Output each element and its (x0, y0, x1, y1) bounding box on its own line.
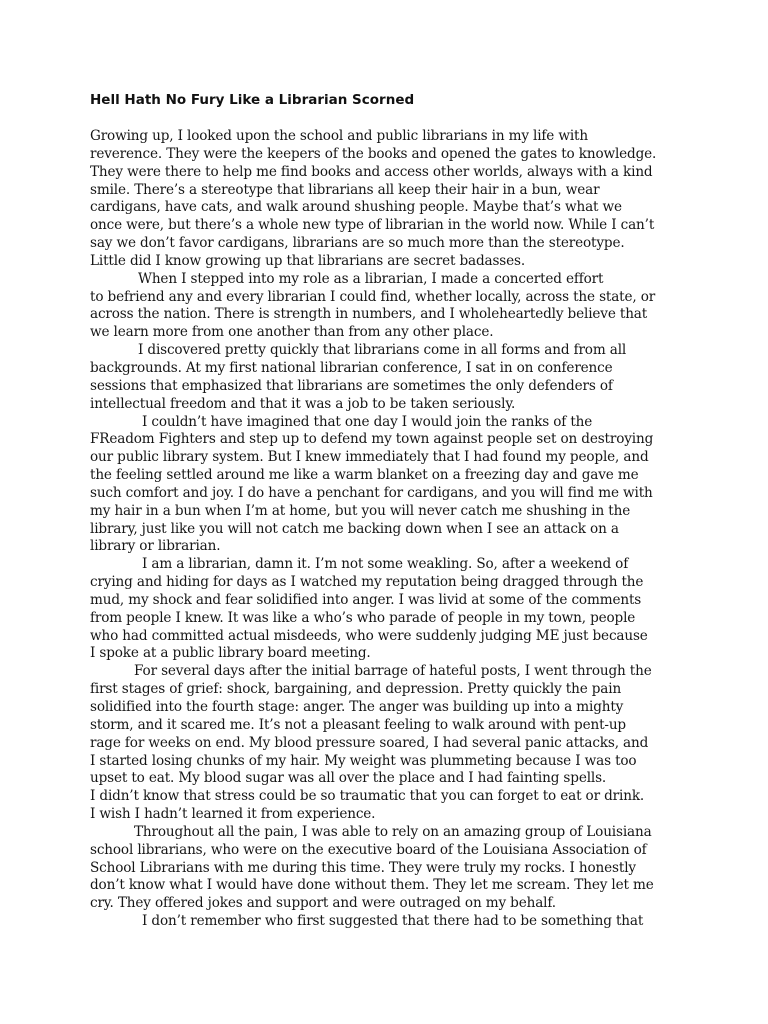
text-line: I didn’t know that stress could be so traumatic that you can forget to eat or drink. (90, 788, 645, 805)
text-line: first stages of grief: shock, bargaining, and depression. Pretty quickly the pain (90, 681, 622, 698)
text-line: library or librarian. (90, 538, 221, 555)
text-line: For several days after the initial barrage of hateful posts, I went through the (134, 663, 652, 680)
text-line: smile. There’s a stereotype that librarians all keep their hair in a bun, wear (90, 181, 600, 198)
text-line: I don’t remember who first suggested that there had to be something that (142, 913, 644, 930)
text-line: once were, but there’s a whole new type of librarian in the world now. While I can’t (90, 217, 655, 234)
text-line: school librarians, who were on the executive board of the Louisiana Association of (90, 841, 647, 858)
text-line: to befriend any and every librarian I could find, whether locally, across the state, or (90, 288, 656, 305)
text-line: such comfort and joy. I do have a penchant for cardigans, and you will find me with (90, 484, 653, 501)
text-line: from people I knew. It was like a who’s who parade of people in my town, people (90, 609, 636, 626)
text-line: library, just like you will not catch me backing down when I see an attack on a (90, 520, 619, 537)
text-line: my hair in a bun when I’m at home, but you will never catch me shushing in the (90, 502, 631, 519)
text-line: FReadom Fighters and step up to defend my town against people set on destroying (90, 431, 654, 448)
text-line: They were there to help me find books and access other worlds, always with a kind (90, 163, 653, 180)
text-line: upset to eat. My blood sugar was all over the place and I had fainting spells. (90, 770, 607, 787)
text-line: I spoke at a public library board meeting. (90, 645, 371, 662)
text-line: don’t know what I would have done without them. They let me scream. They let me (90, 877, 654, 894)
text-line: I couldn’t have imagined that one day I would join the ranks of the (142, 413, 593, 430)
text-line: When I stepped into my role as a librarian, I made a concerted effort (138, 270, 604, 287)
text-line: solidified into the fourth stage: anger. The anger was building up into a mighty (90, 699, 624, 715)
text-line: Throughout all the pain, I was able to rely on an amazing group of Louisiana (134, 823, 652, 840)
text-line: our public library system. But I knew immediately that I had found my people, and (90, 449, 649, 466)
text-line: cry. They offered jokes and support and were outraged on my behalf. (90, 895, 556, 912)
text-line: mud, my shock and fear solidified into anger. I was livid at some of the comments (90, 591, 642, 608)
text-line: storm, and it scared me. It’s not a pleasant feeling to walk around with pent-up (90, 716, 626, 733)
text-line: I wish I hadn’t learned it from experience. (90, 806, 376, 823)
text-line: we learn more from one another than from any other place. (90, 324, 494, 341)
text-line: the feeling settled around me like a warm blanket on a freezing day and gave me (90, 467, 639, 484)
text-line: backgrounds. At my first national librarian conference, I sat in on conference (90, 359, 613, 376)
text-line: I started losing chunks of my hair. My weight was plummeting because I was too (90, 752, 637, 769)
text-line: intellectual freedom and that it was a job to be taken seriously. (90, 395, 516, 412)
text-line: rage for weeks on end. My blood pressure soared, I had several panic attacks, and (90, 734, 649, 751)
document-title: Hell Hath No Fury Like a Librarian Scorned (90, 92, 415, 108)
text-line: crying and hiding for days as I watched my reputation being dragged through the (90, 574, 644, 591)
text-line: cardigans, have cats, and walk around shushing people. Maybe that’s what we (90, 199, 622, 216)
text-line: say we don’t favor cardigans, librarians are so much more than the stereotype. (90, 235, 625, 252)
text-line: I discovered pretty quickly that librarians come in all forms and from all (138, 342, 627, 359)
document-body (90, 128, 690, 931)
text-line: School Librarians with me during this time. They were truly my rocks. I honestly (90, 859, 636, 876)
text-line: across the nation. There is strength in numbers, and I wholeheartedly believe that (90, 306, 648, 323)
text-line: reverence. They were the keepers of the books and opened the gates to knowledge. (90, 145, 657, 162)
text-line: who had committed actual misdeeds, who were suddenly judging ME just because (90, 627, 648, 644)
text-line: sessions that emphasized that librarians are sometimes the only defenders of (90, 377, 613, 394)
text-line: I am a librarian, damn it. I’m not some weakling. So, after a weekend of (142, 556, 629, 573)
text-line: Growing up, I looked upon the school and public librarians in my life with (90, 128, 588, 144)
text-line: Little did I know growing up that librarians are secret badasses. (90, 252, 526, 269)
